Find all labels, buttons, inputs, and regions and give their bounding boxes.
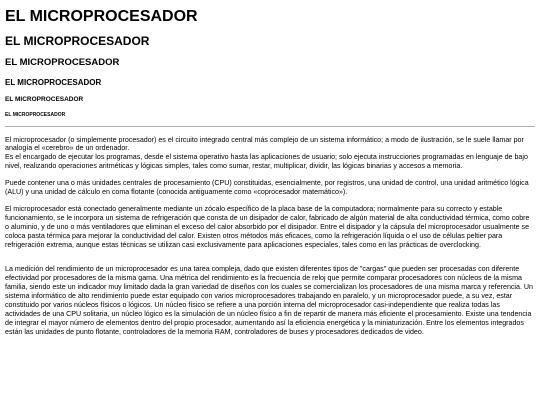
heading-level-1: EL MICROPROCESADOR bbox=[5, 8, 198, 25]
horizontal-divider bbox=[5, 126, 535, 127]
paragraph-definition: El microprocesador (o simplemente procesador) es el circuito integrado central más complejo de un sistema informático; a modo de ilustración, se le suele llamar por analogía el «cerebro» de un ordenador. Es el encargado de ejecutar los programas, desde el sistema operativo hasta las aplicaciones de usuario; solo ejecuta instrucciones programadas en lenguaje de bajo nivel, realizando operaciones aritméticas y lógicas simples, tales como sumar, restar, multiplicar, dividir, las lógicas binarias y accesos a memoria. bbox=[5, 135, 528, 171]
paragraph-components: Puede contener una o más unidades centrales de procesamiento (CPU) constituidas, esencialmente, por registros, una unidad de control, una unidad aritmético lógica (ALU) y una unidad de cálculo en coma flotante (conocida antiguamente como «coprocesador matemático»). bbox=[5, 179, 529, 197]
heading-level-5: EL MICROPROCESADOR bbox=[5, 96, 84, 104]
heading-level-4: EL MICROPROCESADOR bbox=[5, 78, 102, 88]
heading-level-6: EL MICROPROCESADOR bbox=[5, 111, 66, 118]
heading-level-2: EL MICROPROCESADOR bbox=[5, 34, 150, 49]
paragraph-performance: La medición del rendimiento de un microprocesador es una tarea compleja, dado que existen diferentes tipos de "cargas" que pueden ser procesadas con diferente efectividad por procesadores de la misma gama. Una métrica del rendimiento es la frecuencia de reloj que permite comparar procesadores con núcleos de la misma familia, siendo este un indicador muy limitado dada la gran variedad de diseños con los cuales se comercializan los procesadores de una misma marca y referencia. Un sistema informático de alto rendimiento puede estar equipado con varios microprocesadores trabajando en paralelo, y un microprocesador puede, a su vez, estar constituido por varios núcleos físicos o lógicos. Un núcleo físico se refiere a una porción interna del microprocesador casi-independiente que realiza todas las actividades de una CPU solitaria, un núcleo lógico es la simulación de un núcleo físico a fin de repartir de manera más eficiente el procesamiento. Existe una tendencia de integrar el mayor número de elementos dentro del propio procesador, aumentando así la eficiencia energética y la miniaturización. Entre los elementos integrados están las unidades de punto flotante, controladores de la memoria RAM, controladores de buses y procesadores dedicados de video. bbox=[5, 265, 533, 336]
paragraph-cooling: El microprocesador está conectado generalmente mediante un zócalo específico de la placa base de la computadora; normalmente para su correcto y estable funcionamiento, se le incorpora un sistema de refrigeración que consta de un disipador de calor, fabricado de algún material de alta conductividad térmica, como cobre o aluminio, y de uno o más ventiladores que eliminan el exceso del calor absorbido por el disipador. Entre el disipador y la cápsula del microprocesador usualmente se coloca pasta térmica para mejorar la conductividad del calor. Existen otros métodos más eficaces, como la refrigeración líquida o el uso de células peltier para refrigeración extrema, aunque estas técnicas se utilizan casi exclusivamente para aplicaciones especiales, tales como en las prácticas de overclocking. bbox=[5, 204, 530, 249]
heading-level-3: EL MICROPROCESADOR bbox=[5, 57, 120, 69]
